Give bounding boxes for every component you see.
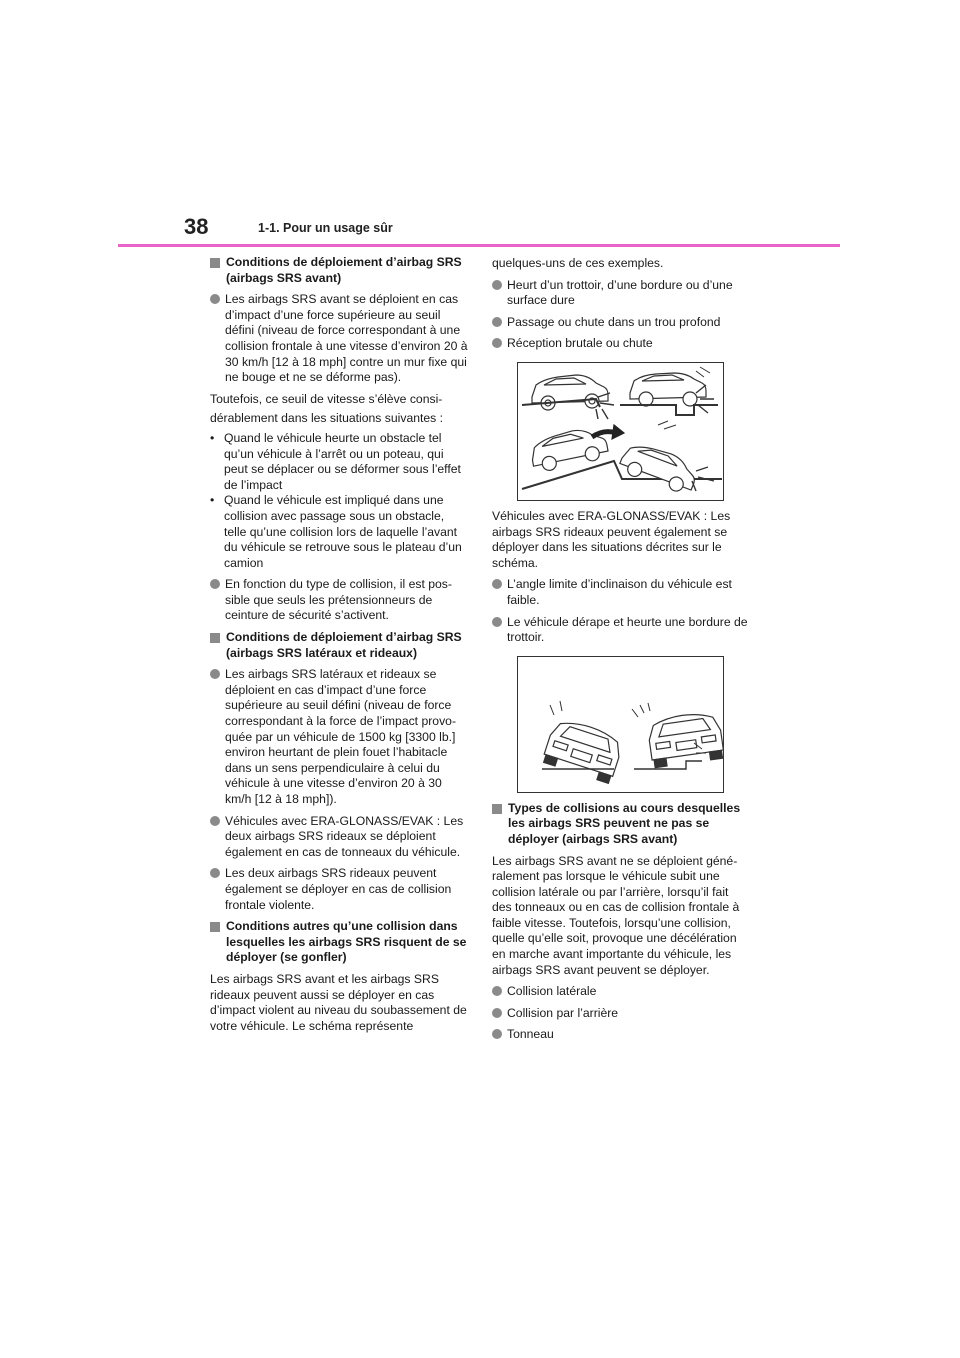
- paragraph: Véhicules avec ERA-GLONASS/EVAK : Les airbags SRS rideaux peuvent également se déployer dans les situations décrites sur le schéma.: [492, 508, 731, 570]
- bullet-item: Les airbags SRS avant se déploient en cas d’impact d’une force supérieure au seuil défini (niveau de force correspondant à une collision frontale à une vitesse d’environ 20 à 30 km/h [12 à 18 mph] contre un mur fixe qui ne bouge et ne se déforme pas).: [210, 292, 468, 386]
- car-curb-strike-icon: [532, 375, 608, 410]
- heading-non-collision-conditions: Conditions autres qu’une collision dans lesquelles les airbags SRS risquent de se déployer (se gonfler): [210, 919, 468, 966]
- bullet-item: Le véhicule dérape et heurte une bordure de trottoir.: [492, 615, 750, 646]
- car-landing-icon: [617, 437, 701, 498]
- paragraph: dérablement dans les situations suivantes :: [210, 411, 444, 426]
- bullet-item: L’angle limite d’inclinaison du véhicule est faible.: [492, 577, 750, 608]
- square-bullet-icon: [210, 258, 220, 268]
- round-bullet-icon: [492, 617, 502, 627]
- round-bullet-icon: [492, 1008, 502, 1018]
- section-title: 1-1. Pour un usage sûr: [258, 221, 393, 235]
- paragraph: quelques-uns de ces exemples.: [492, 256, 664, 270]
- round-bullet-icon: [210, 868, 220, 878]
- right-column: [492, 255, 750, 1049]
- car-hole-drop-icon: [630, 373, 706, 406]
- heading-side-airbag-conditions: Conditions de déploiement d’airbag SRS (airbags SRS latéraux et rideaux): [210, 630, 468, 661]
- heading-front-airbag-conditions: Conditions de déploiement d’airbag SRS (airbags SRS avant): [210, 255, 468, 286]
- car-curb-slide-icon: [647, 710, 723, 768]
- square-bullet-icon: [210, 922, 220, 932]
- page-number: 38: [184, 214, 209, 239]
- bullet-item: Tonneau: [492, 1027, 750, 1043]
- bullet-item: Véhicules avec ERA-GLONASS/EVAK : Les deux airbags SRS rideaux se déploient également en cas de tonneaux du véhicule.: [210, 814, 468, 861]
- left-column: [210, 255, 468, 1040]
- bullet-item: Collision par l’arrière: [492, 1006, 750, 1022]
- page-header: [0, 0, 960, 250]
- round-bullet-icon: [492, 280, 502, 290]
- sub-list-item: • Quand le véhicule heurte un obstacle tel qu’un véhicule à l’arrêt ou un poteau, qui peut se déplacer ou se déformer sous l’effet de l’impact: [210, 430, 461, 492]
- paragraph: Les airbags SRS avant et les airbags SRS rideaux peuvent aussi se déployer en cas d’impact violent au niveau du soubassement de votre véhicule. Le schéma représente: [210, 971, 467, 1033]
- bullet-item: En fonction du type de collision, il est possible que seuls les prétensionneurs de ceinture de sécurité s’activent.: [210, 577, 468, 624]
- round-bullet-icon: [210, 669, 220, 679]
- round-bullet-icon: [492, 338, 502, 348]
- bullet-item: Passage ou chute dans un trou profond: [492, 315, 750, 331]
- dot-marker: •: [210, 493, 215, 508]
- sub-list-item: • Quand le véhicule est impliqué dans une collision avec passage sous un obstacle, telle qu’une collision lors de laquelle l’avant du véhicule se retrouve sous le plateau d’un camion: [210, 493, 462, 570]
- bullet-item: Les airbags SRS latéraux et rideaux se déploient en cas d’impact d’une force supérieure au seuil défini (niveau de force correspondant à la force de l’impact provoquée par un véhicule de 1500 kg [3300 lb.] environ heurtant de plein fouet l’habitacle dans un sens perpendiculaire à celui du véhicule à une vitesse d’environ 20 à 30 km/h [12 à 18 mph]).: [210, 667, 468, 807]
- sub-list: [210, 431, 468, 571]
- figure-underbody-impact: [517, 362, 724, 501]
- round-bullet-icon: [210, 579, 220, 589]
- underbody-impact-illustration: [518, 363, 723, 500]
- square-bullet-icon: [492, 804, 502, 814]
- round-bullet-icon: [492, 579, 502, 589]
- bullet-item: Heurt d’un trottoir, d’une bordure ou d’une surface dure: [492, 278, 750, 309]
- square-bullet-icon: [210, 633, 220, 643]
- bullet-item: Les deux airbags SRS rideaux peuvent également se déployer en cas de collision frontale violente.: [210, 866, 468, 913]
- round-bullet-icon: [492, 986, 502, 996]
- car-tilt-icon: [542, 716, 625, 784]
- bullet-item: Collision latérale: [492, 984, 750, 1000]
- round-bullet-icon: [492, 317, 502, 327]
- paragraph: Les airbags SRS avant ne se déploient généralement pas lorsque le véhicule subit une collision latérale ou par l’arrière, lorsqu’il fait des tonneaux ou en cas de collision frontale à faible vitesse. Toutefois, lorsqu’une collision, quelle qu’elle soit, provoque une décélération en marche avant importante du véhicule, les airbags SRS avant peuvent se déployer.: [492, 853, 740, 977]
- paragraph: Toutefois, ce seuil de vitesse s’élève consi-: [210, 391, 443, 406]
- round-bullet-icon: [210, 294, 220, 304]
- round-bullet-icon: [210, 816, 220, 826]
- heading-non-deployment-types: Types de collisions au cours desquelles les airbags SRS peuvent ne pas se déployer (airbags SRS avant): [492, 801, 750, 848]
- bullet-item: Réception brutale ou chute: [492, 336, 750, 352]
- header-rule: [118, 244, 840, 247]
- figure-rollover-tilt: [517, 656, 724, 793]
- rollover-tilt-illustration: [518, 657, 723, 792]
- round-bullet-icon: [492, 1029, 502, 1039]
- dot-marker: •: [210, 430, 215, 445]
